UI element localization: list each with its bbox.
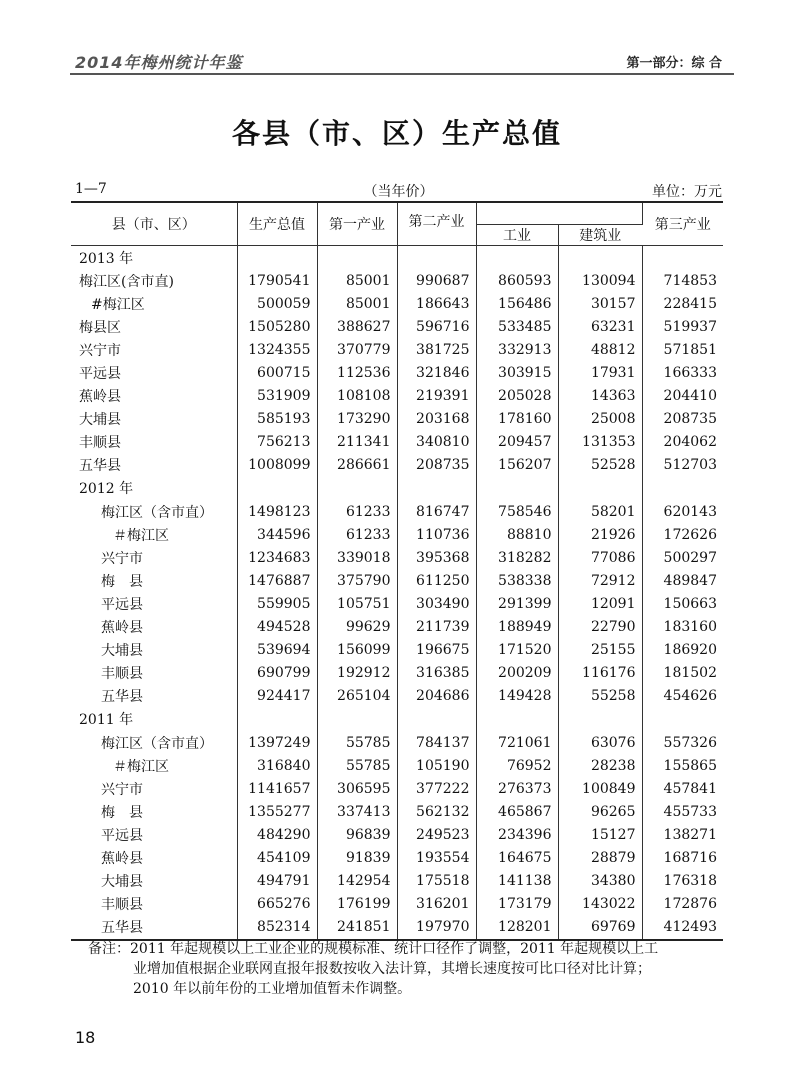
- cell-gdp: 1790541: [237, 269, 317, 292]
- cell-gdp: 756213: [237, 431, 317, 454]
- table-row: [71, 338, 723, 361]
- cell-primary: 339018: [317, 546, 397, 569]
- table-row: [71, 361, 723, 384]
- cell-tertiary: 455733: [663, 803, 717, 820]
- table-row: [71, 823, 723, 846]
- cell-construction: [558, 708, 642, 731]
- table-row: [71, 639, 723, 662]
- table-row: [71, 754, 723, 777]
- cell-construction: [558, 477, 642, 500]
- cell-construction: 63231: [558, 315, 642, 338]
- cell-industry: 171520: [476, 639, 558, 662]
- cell-primary: 142954: [317, 870, 397, 893]
- cell-industry: 318282: [476, 546, 558, 569]
- table-row: [71, 315, 723, 338]
- cell-gdp: 1234683: [237, 546, 317, 569]
- footnote-line: 业增加值根据企业联网直报年报数按收入法计算，其增长速度按可比口径对比计算；: [133, 961, 651, 977]
- cell-gdp: 1397249: [237, 731, 317, 754]
- table-row: [71, 870, 723, 893]
- table-row: [71, 592, 723, 615]
- col-gdp: 生产总值: [237, 202, 317, 246]
- cell-construction: 77086: [558, 546, 642, 569]
- cell-industry: 76952: [476, 754, 558, 777]
- cell-industry: 234396: [476, 823, 558, 846]
- cell-tertiary: 204062: [663, 434, 717, 451]
- cell-secondary: 816747: [397, 500, 476, 523]
- cell-secondary: 316201: [397, 893, 476, 916]
- county-name: 大埔县: [71, 408, 237, 431]
- cell-secondary: [397, 246, 476, 270]
- cell-construction: 52528: [558, 454, 642, 477]
- cell-construction: 116176: [558, 662, 642, 685]
- cell-primary: 61233: [317, 500, 397, 523]
- county-name: 梅江区(含市直): [71, 269, 237, 292]
- county-name: #梅江区: [71, 292, 237, 315]
- cell-tertiary: 228415: [663, 295, 717, 312]
- cell-tertiary: 168716: [663, 849, 717, 866]
- cell-construction: 22790: [558, 616, 642, 639]
- table-number: 1—7: [75, 181, 107, 197]
- cell-secondary: 340810: [397, 431, 476, 454]
- cell-tertiary: 457841: [663, 780, 717, 797]
- table-row: [71, 546, 723, 569]
- cell-tertiary: 571851: [663, 341, 717, 358]
- cell-construction: 72912: [558, 569, 642, 592]
- cell-tertiary: 176318: [663, 873, 717, 890]
- table-meta: [75, 181, 722, 201]
- cell-gdp: 539694: [237, 639, 317, 662]
- county-name: ＃梅江区: [71, 523, 237, 546]
- cell-secondary: 204686: [397, 685, 476, 708]
- year-label: 2013 年: [71, 246, 237, 270]
- cell-secondary: 193554: [397, 846, 476, 869]
- cell-construction: [558, 246, 642, 270]
- cell-secondary: 219391: [397, 385, 476, 408]
- county-name: 梅县区: [71, 315, 237, 338]
- cell-industry: 149428: [476, 685, 558, 708]
- cell-construction: 100849: [558, 777, 642, 800]
- cell-primary: 375790: [317, 569, 397, 592]
- cell-construction: 34380: [558, 870, 642, 893]
- cell-tertiary: [642, 477, 723, 500]
- cell-construction: 25008: [558, 408, 642, 431]
- county-name: 丰顺县: [71, 662, 237, 685]
- cell-secondary: 611250: [397, 569, 476, 592]
- cell-tertiary: 166333: [663, 365, 717, 382]
- year-row: [71, 708, 723, 731]
- cell-primary: 112536: [317, 361, 397, 384]
- county-name: 梅 县: [71, 569, 237, 592]
- header-divider: [70, 73, 734, 75]
- table-row: [71, 685, 723, 708]
- cell-primary: 96839: [317, 823, 397, 846]
- county-name: 蕉岭县: [71, 385, 237, 408]
- cell-construction: 69769: [558, 916, 642, 940]
- table-row: [71, 385, 723, 408]
- cell-secondary: 211739: [397, 616, 476, 639]
- county-name: 兴宁市: [71, 546, 237, 569]
- cell-primary: 85001: [317, 269, 397, 292]
- table-row: [71, 569, 723, 592]
- cell-secondary: 208735: [397, 454, 476, 477]
- table-row: [71, 846, 723, 869]
- cell-secondary: 196675: [397, 639, 476, 662]
- cell-construction: 28238: [558, 754, 642, 777]
- cell-industry: 173179: [476, 893, 558, 916]
- cell-tertiary: [642, 708, 723, 731]
- county-name: 梅 县: [71, 800, 237, 823]
- cell-primary: 173290: [317, 408, 397, 431]
- cell-industry: 721061: [476, 731, 558, 754]
- cell-industry: 205028: [476, 385, 558, 408]
- cell-secondary: 105190: [397, 754, 476, 777]
- cell-tertiary: 412493: [663, 919, 717, 936]
- cell-secondary: 197970: [397, 916, 476, 940]
- page-title: 各县（市、区）生产总值: [231, 117, 562, 150]
- cell-gdp: 924417: [237, 685, 317, 708]
- county-name: 平远县: [71, 361, 237, 384]
- table-row: [71, 292, 723, 315]
- cell-gdp: 585193: [237, 408, 317, 431]
- cell-industry: 128201: [476, 916, 558, 940]
- county-name: 大埔县: [71, 639, 237, 662]
- table-row: [71, 454, 723, 477]
- cell-tertiary: 500297: [663, 549, 717, 566]
- col-secondary: 第二产业: [397, 202, 476, 246]
- cell-construction: 143022: [558, 893, 642, 916]
- cell-secondary: 186643: [397, 292, 476, 315]
- cell-tertiary: 454626: [663, 688, 717, 705]
- table-row: [71, 431, 723, 454]
- cell-industry: 303915: [476, 361, 558, 384]
- cell-tertiary: 172876: [663, 896, 717, 913]
- cell-construction: 28879: [558, 846, 642, 869]
- cell-industry: 291399: [476, 592, 558, 615]
- cell-tertiary: 208735: [663, 411, 717, 428]
- county-name: 梅江区（含市直）: [71, 500, 237, 523]
- cell-gdp: 500059: [237, 292, 317, 315]
- cell-secondary: 562132: [397, 800, 476, 823]
- county-name: 五华县: [71, 454, 237, 477]
- cell-gdp: 1476887: [237, 569, 317, 592]
- county-name: 平远县: [71, 592, 237, 615]
- county-name: 丰顺县: [71, 431, 237, 454]
- cell-secondary: 377222: [397, 777, 476, 800]
- cell-industry: 156207: [476, 454, 558, 477]
- cell-gdp: 690799: [237, 662, 317, 685]
- cell-industry: 156486: [476, 292, 558, 315]
- year-row: [71, 246, 723, 270]
- cell-tertiary: 512703: [663, 457, 717, 474]
- cell-primary: 85001: [317, 292, 397, 315]
- cell-primary: 55785: [317, 731, 397, 754]
- gdp-table: [71, 201, 723, 941]
- cell-construction: 63076: [558, 731, 642, 754]
- cell-primary: [317, 477, 397, 500]
- cell-tertiary: 186920: [663, 642, 717, 659]
- cell-primary: 55785: [317, 754, 397, 777]
- cell-construction: 12091: [558, 592, 642, 615]
- cell-construction: 55258: [558, 685, 642, 708]
- cell-industry: 465867: [476, 800, 558, 823]
- cell-construction: 96265: [558, 800, 642, 823]
- cell-primary: 61233: [317, 523, 397, 546]
- county-name: 丰顺县: [71, 893, 237, 916]
- cell-primary: 105751: [317, 592, 397, 615]
- col-primary: 第一产业: [317, 202, 397, 246]
- cell-primary: [317, 708, 397, 731]
- cell-industry: 276373: [476, 777, 558, 800]
- cell-construction: 15127: [558, 823, 642, 846]
- footnote: [88, 939, 728, 999]
- table-row: [71, 800, 723, 823]
- cell-tertiary: 519937: [663, 318, 717, 335]
- county-name: 平远县: [71, 823, 237, 846]
- cell-gdp: 494528: [237, 616, 317, 639]
- cell-construction: 131353: [558, 431, 642, 454]
- cell-secondary: [397, 708, 476, 731]
- cell-industry: 141138: [476, 870, 558, 893]
- cell-construction: 21926: [558, 523, 642, 546]
- cell-tertiary: 620143: [663, 503, 717, 520]
- cell-gdp: 531909: [237, 385, 317, 408]
- cell-gdp: 1505280: [237, 315, 317, 338]
- cell-construction: 17931: [558, 361, 642, 384]
- county-name: 兴宁市: [71, 338, 237, 361]
- cell-industry: 758546: [476, 500, 558, 523]
- cell-industry: 332913: [476, 338, 558, 361]
- cell-primary: 241851: [317, 916, 397, 940]
- cell-tertiary: 714853: [663, 272, 717, 289]
- cell-primary: 192912: [317, 662, 397, 685]
- cell-secondary: 990687: [397, 269, 476, 292]
- cell-tertiary: 138271: [663, 826, 717, 843]
- cell-tertiary: [642, 246, 723, 270]
- cell-industry: 209457: [476, 431, 558, 454]
- cell-secondary: 110736: [397, 523, 476, 546]
- cell-primary: [317, 246, 397, 270]
- cell-secondary: 203168: [397, 408, 476, 431]
- section-label: 第一部分：综 合: [626, 56, 722, 71]
- county-name: 五华县: [71, 685, 237, 708]
- cell-gdp: 600715: [237, 361, 317, 384]
- cell-primary: 337413: [317, 800, 397, 823]
- yearbook-title: 2014年梅州统计年鉴: [75, 53, 243, 72]
- table-row: [71, 523, 723, 546]
- county-name: 兴宁市: [71, 777, 237, 800]
- cell-tertiary: 181502: [663, 665, 717, 682]
- cell-gdp: [237, 708, 317, 731]
- cell-primary: 370779: [317, 338, 397, 361]
- footnote-line: 2010 年以前年份的工业增加值暂未作调整。: [133, 981, 412, 997]
- cell-gdp: [237, 246, 317, 270]
- cell-primary: 108108: [317, 385, 397, 408]
- cell-industry: [476, 246, 558, 270]
- col-secondary-split: [476, 202, 642, 225]
- cell-secondary: 249523: [397, 823, 476, 846]
- cell-primary: 388627: [317, 315, 397, 338]
- cell-primary: 91839: [317, 846, 397, 869]
- unit-label: 单位：万元: [652, 184, 722, 200]
- cell-primary: 176199: [317, 893, 397, 916]
- table-body: [71, 246, 723, 940]
- cell-tertiary: 557326: [663, 734, 717, 751]
- cell-secondary: 784137: [397, 731, 476, 754]
- cell-industry: [476, 477, 558, 500]
- cell-gdp: 494791: [237, 870, 317, 893]
- table-row: [71, 408, 723, 431]
- cell-gdp: 484290: [237, 823, 317, 846]
- cell-primary: 211341: [317, 431, 397, 454]
- cell-tertiary: 150663: [663, 595, 717, 612]
- cell-industry: 188949: [476, 616, 558, 639]
- table-row: [71, 616, 723, 639]
- cell-gdp: 852314: [237, 916, 317, 940]
- cell-gdp: 1355277: [237, 800, 317, 823]
- cell-secondary: 316385: [397, 662, 476, 685]
- cell-secondary: [397, 477, 476, 500]
- county-name: ＃梅江区: [71, 754, 237, 777]
- cell-construction: 130094: [558, 269, 642, 292]
- cell-industry: 178160: [476, 408, 558, 431]
- cell-primary: 286661: [317, 454, 397, 477]
- col-tertiary: 第三产业: [654, 217, 711, 233]
- footnote-line: 备注：2011 年起规模以上工业企业的规模标准、统计口径作了调整，2011 年起规模以上工: [88, 941, 659, 957]
- page-number: 18: [75, 1028, 96, 1047]
- cell-industry: 860593: [476, 269, 558, 292]
- county-name: 梅江区（含市直）: [71, 731, 237, 754]
- cell-industry: 164675: [476, 846, 558, 869]
- cell-industry: [476, 708, 558, 731]
- cell-tertiary: 489847: [663, 572, 717, 589]
- cell-primary: 99629: [317, 616, 397, 639]
- cell-secondary: 321846: [397, 361, 476, 384]
- table-row: [71, 916, 723, 940]
- cell-gdp: 559905: [237, 592, 317, 615]
- cell-gdp: 316840: [237, 754, 317, 777]
- cell-secondary: 596716: [397, 315, 476, 338]
- table-row: [71, 731, 723, 754]
- table-row: [71, 777, 723, 800]
- table-row: [71, 893, 723, 916]
- cell-industry: 538338: [476, 569, 558, 592]
- cell-gdp: 1008099: [237, 454, 317, 477]
- cell-primary: 265104: [317, 685, 397, 708]
- cell-construction: 48812: [558, 338, 642, 361]
- cell-industry: 200209: [476, 662, 558, 685]
- cell-tertiary: 204410: [663, 388, 717, 405]
- col-industry: 工业: [476, 225, 558, 246]
- cell-gdp: 665276: [237, 893, 317, 916]
- table-row: [71, 662, 723, 685]
- cell-construction: 25155: [558, 639, 642, 662]
- cell-gdp: 344596: [237, 523, 317, 546]
- cell-secondary: 303490: [397, 592, 476, 615]
- cell-secondary: 395368: [397, 546, 476, 569]
- cell-gdp: 1141657: [237, 777, 317, 800]
- cell-primary: 306595: [317, 777, 397, 800]
- cell-gdp: 454109: [237, 846, 317, 869]
- cell-secondary: 381725: [397, 338, 476, 361]
- county-name: 蕉岭县: [71, 846, 237, 869]
- col-county: 县（市、区）: [71, 202, 237, 246]
- county-name: 五华县: [71, 916, 237, 940]
- year-label: 2012 年: [71, 477, 237, 500]
- cell-tertiary: 172626: [663, 526, 717, 543]
- cell-tertiary: 155865: [663, 757, 717, 774]
- year-label: 2011 年: [71, 708, 237, 731]
- price-note: （当年价）: [363, 184, 434, 200]
- cell-construction: 58201: [558, 500, 642, 523]
- col-construction: 建筑业: [579, 228, 622, 244]
- cell-tertiary: 183160: [663, 619, 717, 636]
- table-row: [71, 269, 723, 292]
- cell-gdp: [237, 477, 317, 500]
- county-name: 蕉岭县: [71, 616, 237, 639]
- cell-construction: 14363: [558, 385, 642, 408]
- cell-primary: 156099: [317, 639, 397, 662]
- table-row: [71, 500, 723, 523]
- cell-industry: 88810: [476, 523, 558, 546]
- county-name: 大埔县: [71, 870, 237, 893]
- year-row: [71, 477, 723, 500]
- cell-construction: 30157: [558, 292, 642, 315]
- cell-industry: 533485: [476, 315, 558, 338]
- cell-gdp: 1498123: [237, 500, 317, 523]
- cell-secondary: 175518: [397, 870, 476, 893]
- cell-gdp: 1324355: [237, 338, 317, 361]
